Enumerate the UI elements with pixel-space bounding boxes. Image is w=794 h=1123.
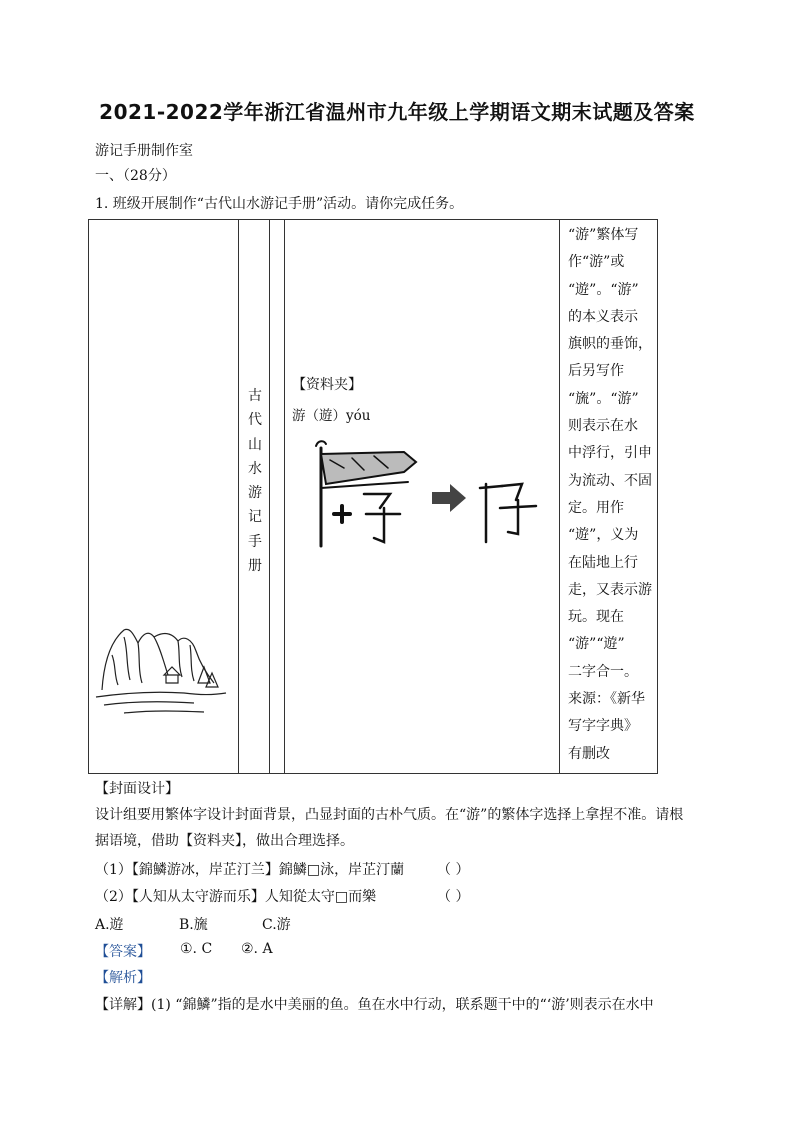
note-line: 的本义表示	[568, 308, 638, 325]
vertical-char: 水	[248, 460, 262, 477]
cover-design-text: 设计组要用繁体字设计封面背景，凸显封面的古朴气质。在“游”的繁体字选择上拿捏不准。请根	[95, 807, 684, 823]
answer-blank-2[interactable]: （ ）	[437, 889, 470, 905]
question-intro: 1. 班级开展制作“古代山水游记手册”活动。请你完成任务。	[95, 196, 464, 212]
note-line: 走，又表示游	[568, 581, 652, 598]
note-line: 二字合一。	[568, 663, 638, 680]
note-line: “遊”，义为	[568, 527, 639, 544]
document-title: 2021-2022学年浙江省温州市九年级上学期语文期末试题及答案	[99, 100, 695, 124]
question-item-2: （2）【人知从太守游而乐】人知從太守□而樂	[95, 889, 377, 905]
note-line: 旗帜的垂饰，	[568, 336, 652, 353]
ziliao-label: 【资料夹】	[292, 377, 362, 393]
note-line: “遊”。“游”	[568, 281, 639, 298]
note-line: 有删改	[568, 745, 610, 762]
vertical-char: 册	[248, 558, 262, 575]
note-line: 玩。现在	[568, 609, 624, 626]
question-item-1: （1）【錦鱗游冰，岸芷汀兰】錦鱗□泳，岸芷汀蘭	[95, 862, 405, 878]
dictionary-notes	[568, 222, 652, 768]
note-line: 来源：《新华	[568, 691, 645, 708]
note-line: 后另写作	[568, 363, 624, 380]
cover-design-text: 据语境，借助【资料夹】，做出合理选择。	[95, 833, 354, 849]
vertical-char: 代	[248, 412, 262, 429]
vertical-char: 山	[248, 436, 262, 453]
table-divider	[284, 220, 285, 773]
mountain-landscape-illustration	[94, 615, 229, 725]
note-line: “游”“遊”	[568, 636, 625, 653]
part-label: 一、（28分）	[95, 168, 176, 184]
note-line: 则表示在水	[568, 418, 638, 435]
answer-1: ①. C	[180, 941, 213, 957]
vertical-handbook-title	[240, 384, 270, 578]
vertical-char: 手	[248, 533, 262, 550]
answer-2: ②. A	[241, 941, 273, 957]
option-b: B.旒	[179, 917, 208, 933]
answer-label: 【答案】	[95, 944, 151, 960]
detail-text: 【详解】(1) “錦鱗”指的是水中美丽的鱼。鱼在水中行动，联系题干中的“‘游’则表示在水中	[95, 997, 654, 1013]
vertical-char: 记	[248, 509, 262, 526]
pinyin-line: 游（遊）yóu	[292, 408, 371, 424]
note-line: “旒”。“游”	[568, 390, 639, 407]
note-line: 定。用作	[568, 499, 624, 516]
note-line: 在陆地上行	[568, 554, 638, 571]
note-line: 中浮行，引申	[568, 445, 652, 462]
section-heading: 游记手册制作室	[95, 143, 193, 159]
note-line: “游”繁体写	[568, 227, 639, 243]
option-c: C.游	[262, 917, 291, 933]
vertical-char: 古	[248, 388, 262, 404]
table-divider	[559, 220, 560, 773]
cover-design-heading: 【封面设计】	[95, 781, 179, 797]
table-divider	[238, 220, 239, 773]
note-line: 作“游”或	[568, 254, 625, 271]
note-line: 为流动、不固	[568, 472, 652, 489]
option-a: A.遊	[95, 917, 124, 933]
answer-blank-1[interactable]: （ ）	[437, 862, 470, 878]
analysis-label: 【解析】	[95, 970, 151, 986]
vertical-char: 游	[248, 485, 262, 502]
note-line: 写字字典》	[568, 718, 638, 735]
you-glyph-evolution-illustration	[304, 438, 539, 548]
